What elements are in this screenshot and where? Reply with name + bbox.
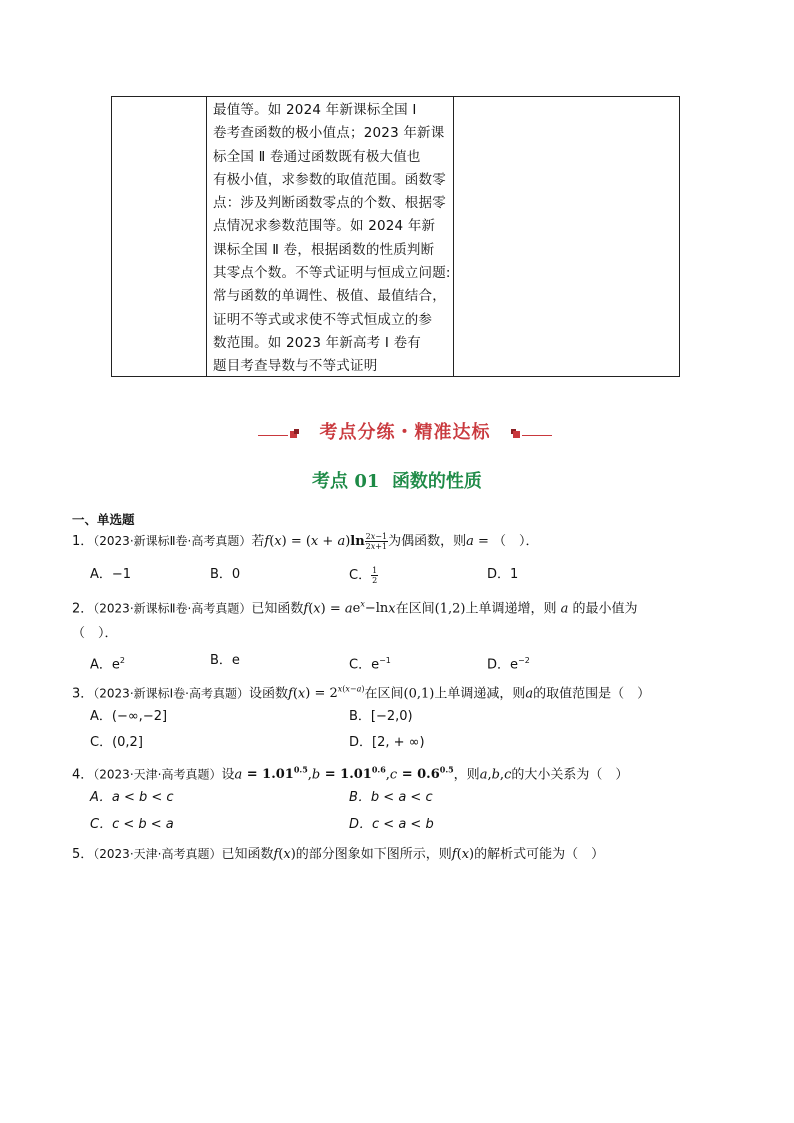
question-1: 1．（2023·新课标Ⅱ卷·高考真题）若f(x) = (x + a)ln $\frac{2x-1}{2x+1}$ 为偶函数，则a = （ ）． (72, 532, 539, 551)
option-label: C．e (349, 657, 380, 673)
option-d[interactable]: D．[2, + ∞) (349, 735, 425, 750)
banner-title: 考点分练・精准达标 (319, 422, 491, 443)
question-3: 3．（2023·新课标Ⅰ卷·高考真题）设函数$f(x) = 2^{x(x-a)}$在区间(0,1)上单调递减，则a的取值范围是（ ） (72, 685, 651, 702)
section-banner (258, 419, 552, 447)
question-text: 上单调递减，则 (434, 686, 526, 702)
option-a[interactable]: A．(−∞,−2] (90, 709, 168, 724)
formula-fraction: $\frac{2x-1}{2x+1}$ (365, 532, 388, 551)
option-b[interactable]: B．e (210, 653, 240, 668)
table-line: 标全国 Ⅱ 卷通过函数既有极大值也 (213, 148, 421, 165)
question-text: 上单调递增，则 (465, 601, 557, 617)
option-d[interactable]: D．1 (487, 567, 519, 582)
question-text: （ ）． (493, 534, 539, 549)
question-text: 设函数 (249, 686, 289, 702)
question-text: 在区间 (395, 601, 435, 617)
question-text: ，则 (453, 767, 480, 783)
question-text: 的最小值为 (572, 601, 638, 617)
option-a[interactable]: A．−1 (90, 567, 132, 582)
table-line: 数范围。如 2023 年新高考 Ⅰ 卷有 (213, 334, 422, 351)
option-d[interactable] (487, 652, 530, 674)
question-text: 已知函数 (221, 847, 274, 862)
question-text: 若 (251, 534, 265, 549)
question-text: 的解析式可能为（ ） (474, 847, 605, 862)
option-label: A．e (90, 657, 120, 673)
banner-square-icon (513, 431, 520, 438)
question-5: 5．（2023·天津·高考真题）已知函数f(x)的部分图象如下图所示，则f(x)的解析式可能为（ ） (72, 847, 605, 862)
option-c[interactable]: C．c < b < a (90, 817, 174, 832)
question-text: 的大小关系为（ ） (511, 767, 629, 783)
question-number: 1． (72, 534, 94, 549)
question-2-cont: （ ）． (72, 626, 118, 641)
question-number: 3． (72, 686, 94, 702)
option-d[interactable]: D．c < a < b (349, 817, 434, 832)
table-line: 常与函数的单调性、极值、最值结合， (213, 288, 446, 305)
option-label: C． (349, 568, 372, 583)
question-source: （2023·新课标Ⅱ卷·高考真题） (93, 601, 252, 616)
table-divider (206, 97, 207, 376)
option-b[interactable]: B．0 (210, 567, 241, 582)
fraction-denominator: 2 (372, 576, 378, 585)
table-line: 其零点个数。不等式证明与恒成立问题: (213, 265, 451, 282)
option-a[interactable]: A．a < b < c (90, 790, 174, 805)
question-source: （2023·天津·高考真题） (93, 847, 222, 861)
option-a[interactable] (90, 652, 125, 674)
table-line: 最值等。如 2024 年新课标全国 Ⅰ (213, 102, 417, 118)
option-exponent: 2 (119, 656, 125, 665)
option-b[interactable]: B．[−2,0) (349, 709, 413, 724)
question-4: 4．（2023·天津·高考真题）设$a = 1.01^{0.5},b = 1.01^{0.6},c = 0.6^{0.5}$，则a,b,c的大小关系为（ ） (72, 765, 629, 783)
question-text: 的部分图象如下图所示，则 (295, 847, 452, 862)
table-line: 证明不等式或求使不等式恒成立的参 (213, 311, 433, 328)
question-type-heading: 一、单选题 (72, 512, 135, 527)
question-source: （2023·新课标Ⅱ卷·高考真题） (93, 534, 252, 548)
analysis-table (111, 96, 680, 377)
table-divider (453, 97, 454, 376)
question-number: 4． (72, 767, 94, 783)
table-line: 有极小值，求参数的取值范围。函数零 (213, 171, 446, 188)
option-exponent: −2 (518, 656, 530, 665)
question-2: 2．（2023·新课标Ⅱ卷·高考真题）已知函数$f(x) = ae^x-\ln x$在区间(1,2)上单调递增，则 a 的最小值为 (72, 600, 638, 617)
question-text: 为偶函数，则 (388, 534, 467, 549)
topic-name: 函数的性质 (391, 471, 482, 492)
option-c[interactable] (349, 566, 378, 585)
option-b[interactable]: B．b < a < c (349, 790, 433, 805)
question-text: 设 (221, 767, 235, 783)
question-source: （2023·新课标Ⅰ卷·高考真题） (93, 686, 249, 701)
question-number: 5． (72, 847, 94, 862)
banner-line-right (522, 435, 552, 436)
question-text: 在区间 (364, 686, 404, 702)
table-line: 点情况求参数范围等。如 2024 年新 (213, 218, 436, 235)
interval: (0,1) (403, 686, 435, 702)
table-line: 卷考查函数的极小值点；2023 年新课 (213, 125, 445, 142)
topic-number: 01 (354, 471, 380, 492)
table-line: 题目考查导数与不等式证明 (213, 358, 378, 375)
option-exponent: −1 (379, 656, 391, 665)
question-text: 的取值范围是（ ） (533, 686, 651, 702)
question-text: 已知函数 (251, 601, 304, 617)
fraction-numerator: 1 (372, 566, 378, 575)
option-c[interactable]: C．(0,2] (90, 735, 143, 750)
topic-heading (0, 469, 794, 495)
question-source: （2023·天津·高考真题） (93, 767, 222, 782)
table-line: 课标全国 Ⅱ 卷，根据函数的性质判断 (213, 241, 435, 258)
question-number: 2． (72, 601, 94, 617)
table-cell-analysis (213, 99, 450, 379)
option-label: D．e (487, 657, 519, 673)
interval: (1,2) (434, 601, 466, 617)
table-line: 点：涉及判断函数零点的个数、根据零 (213, 195, 446, 212)
topic-prefix: 考点 (312, 471, 349, 492)
option-c[interactable] (349, 652, 391, 674)
